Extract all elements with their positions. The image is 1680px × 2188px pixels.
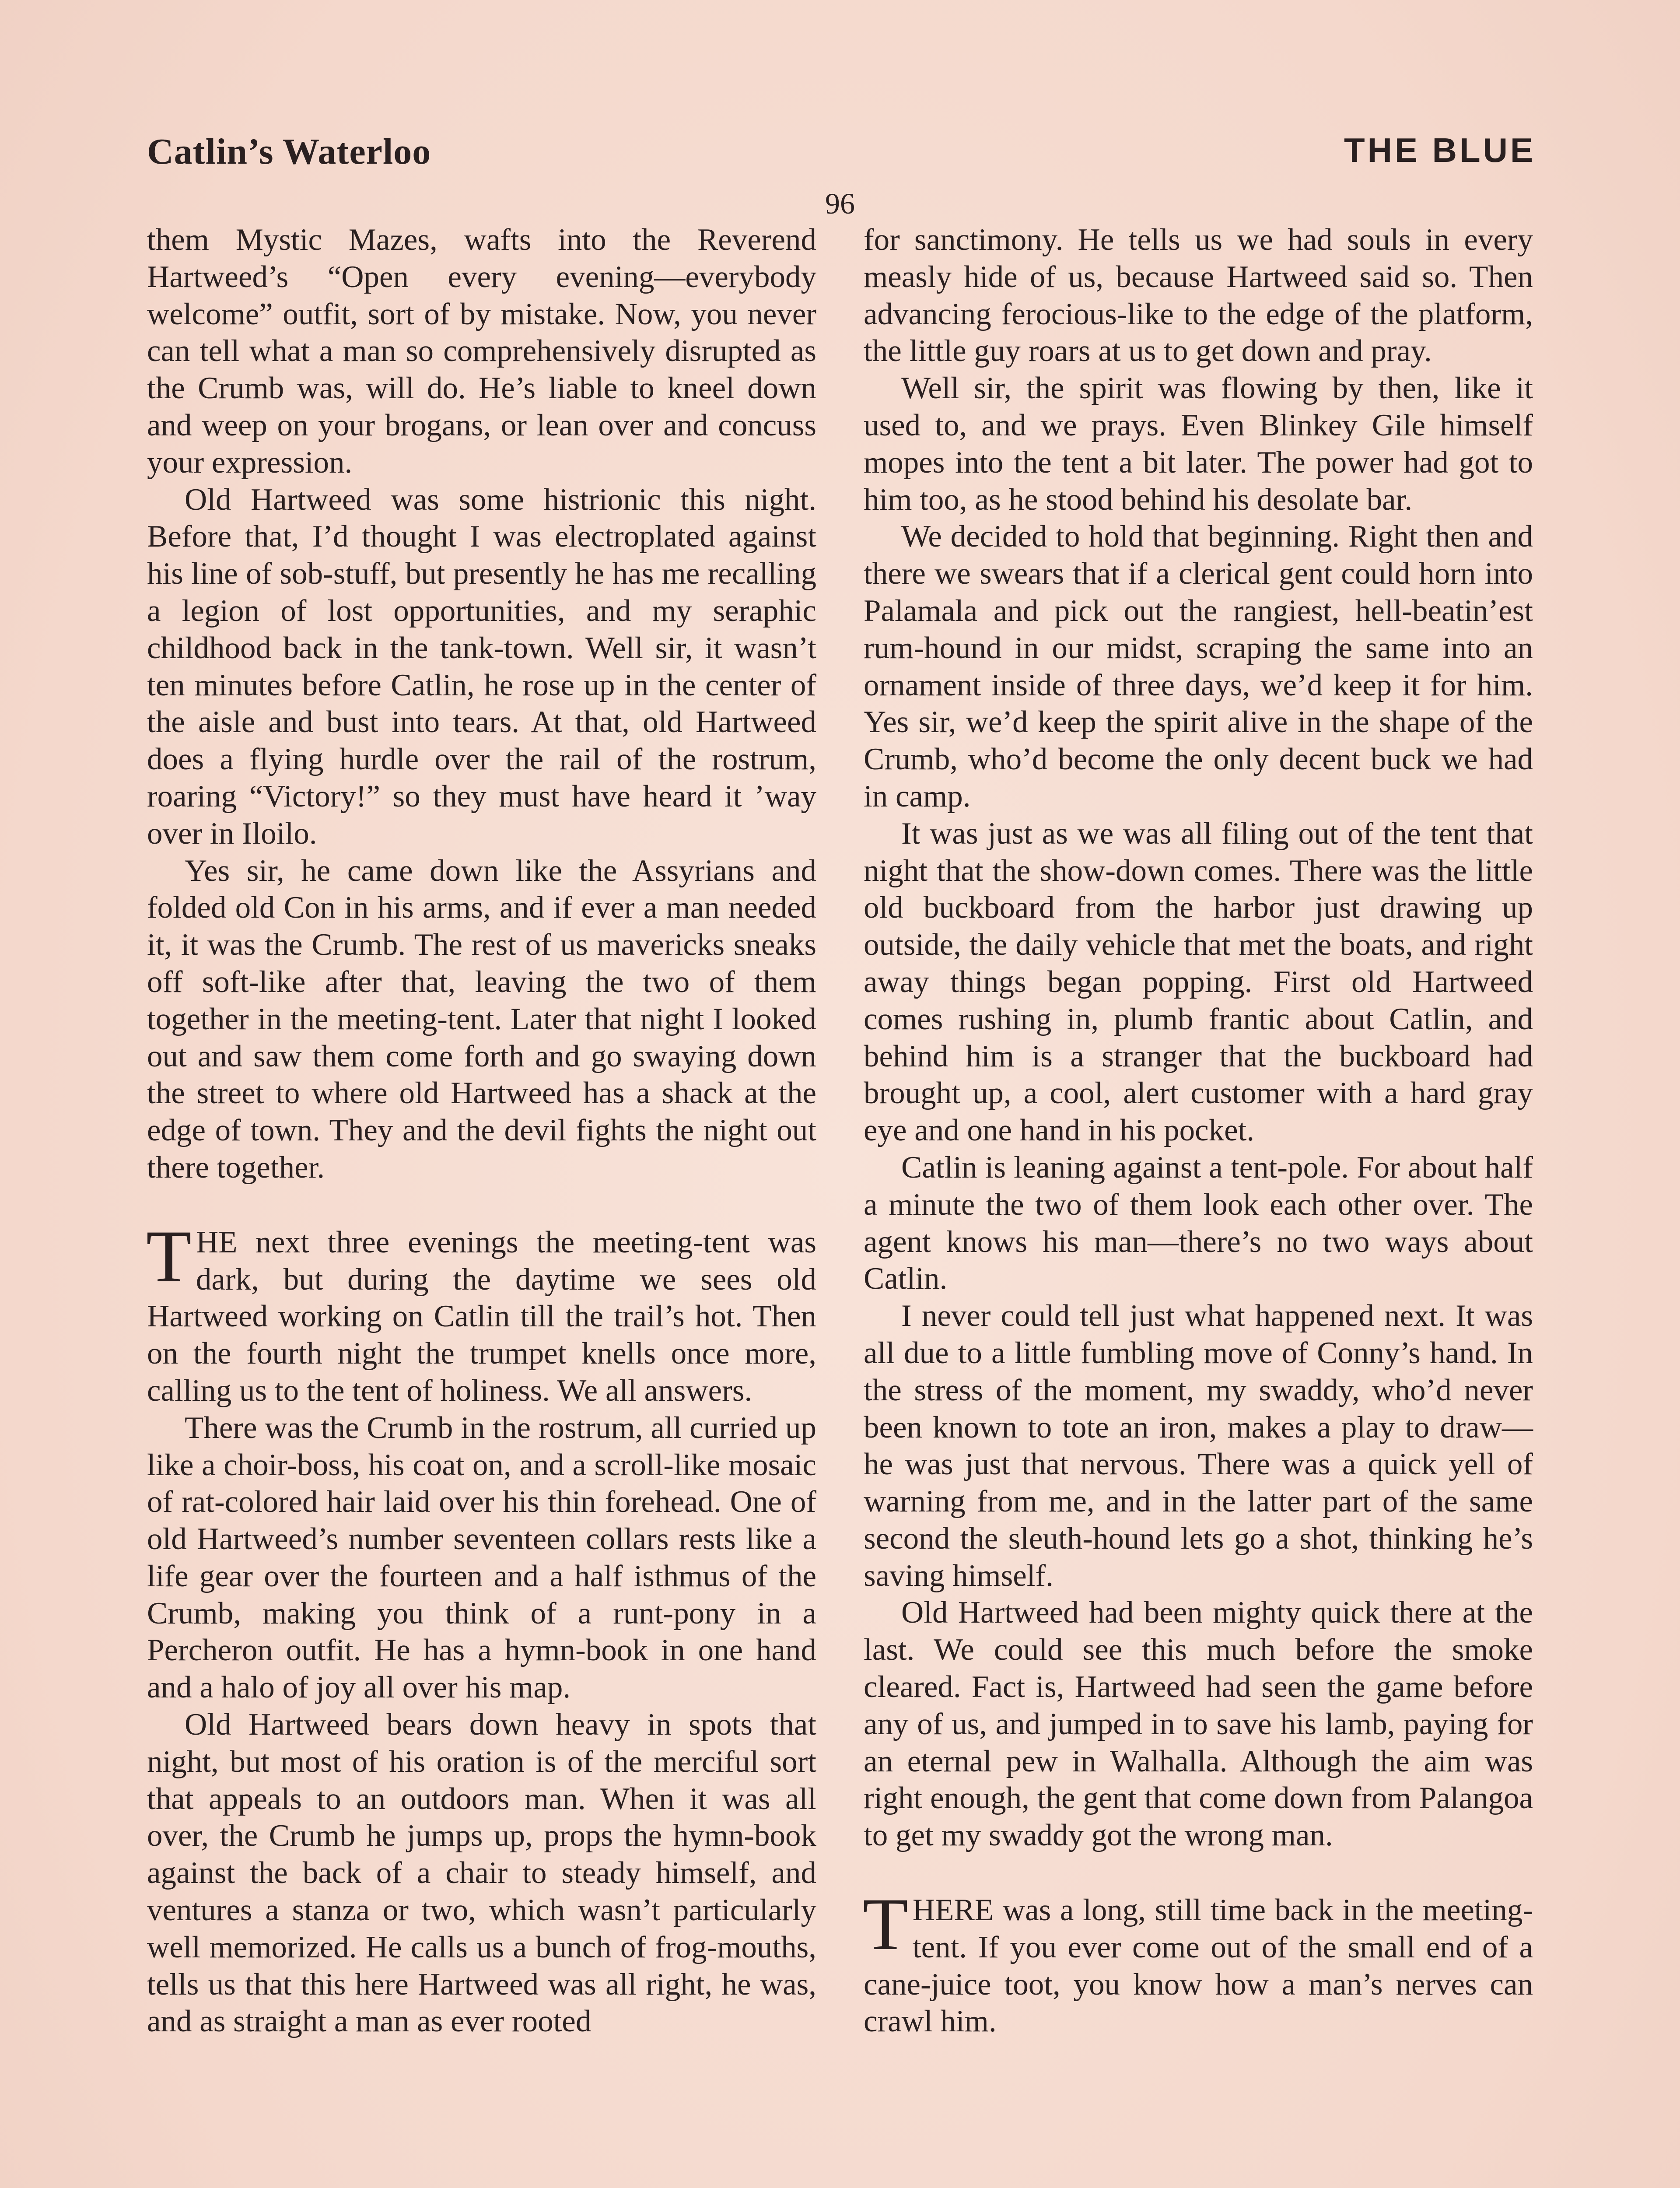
section-opening-paragraph bbox=[863, 1883, 1533, 2040]
paragraph: for sanctimony. He tells us we had souls in every measly hide of us, because Hartweed said so. Then advancing ferocious-like to the edge of the platform, the little guy roars at us to get down and pray. bbox=[864, 223, 1533, 368]
paragraph-text: HERE was a long, still time back in the meeting-tent. If you ever come out of the small end of a cane-juice toot, you know how a man’s nerves can crawl him. bbox=[864, 1893, 1533, 2039]
paragraph-text: HE next three evenings the meeting-tent was dark, but during the daytime we sees old Hartweed working on Catlin till the trail’s hot. Then on the fourth night the trumpet knells once more, calling us to the tent of holiness. We all answers. bbox=[147, 1225, 816, 1408]
paragraph: There was the Crumb in the rostrum, all curried up like a choir-boss, his coat on, and a scroll-like mosaic of rat-colored hair laid over his thin forehead. One of old Hartweed’s number seventeen collars rests like a life gear over the fourteen and a half isthmus of the Crumb, making you think of a runt-pony in a Percheron outfit. He has a hymn-book in one hand and a halo of joy all over his map. bbox=[147, 1410, 816, 1705]
left-text-column bbox=[147, 221, 816, 2040]
paragraph: Yes sir, he came down like the Assyrians and folded old Con in his arms, and if ever a man needed it, it was the Crumb. The rest of us mavericks sneaks off soft-like after that, leaving the two of them together in the meeting-tent. Later that night I looked out and saw them come forth and go swaying down the street to where old Hartweed has a shack at the edge of town. They and the devil fights the night out there together. bbox=[147, 853, 816, 1185]
section-opening-paragraph bbox=[146, 1215, 816, 1410]
page-number: 96 bbox=[825, 187, 855, 220]
drop-cap: T bbox=[863, 1883, 908, 1966]
paragraph: Well sir, the spirit was flowing by then, like it used to, and we prays. Even Blinkey Gile himself mopes into the tent a bit later. The power had got to him too, as he stood behind his desolate bar. bbox=[864, 371, 1533, 517]
right-text-column bbox=[864, 221, 1533, 2040]
paragraph: Old Hartweed bears down heavy in spots that night, but most of his oration is of the merciful sort that appeals to an outdoors man. When it was all over, the Crumb he jumps up, props the hymn-book against the back of a chair to steady himself, and ventures a stanza or two, which wasn’t particularly well memorized. He calls us a bunch of frog-mouths, tells us that this here Hartweed was all right, he was, and as straight a man as ever rooted bbox=[147, 1708, 816, 2039]
paragraph: I never could tell just what happened next. It was all due to a little fumbling move of Conny’s hand. In the stress of the moment, my swaddy, who’d never been known to tote an iron, makes a play to draw—he was just that nervous. There was a quick yell of warning from me, and in the latter part of the same second the sleuth-hound lets go a shot, thinking he’s saving himself. bbox=[864, 1299, 1533, 1593]
paragraph: them Mystic Mazes, wafts into the Reverend Hartweed’s “Open every evening—everybody welcome” outfit, sort of by mistake. Now, you never can tell what a man so comprehensively disrupted as the Crumb was, will do. He’s liable to kneel down and weep on your brogans, or lean over and concuss your expression. bbox=[147, 223, 816, 480]
paragraph: We decided to hold that beginning. Right then and there we swears that if a clerical gent could horn into Palamala and pick out the rangiest, hell-beatin’est rum-hound in our midst, scraping the same into an ornament inside of three days, we’d keep it for him. Yes sir, we’d keep the spirit alive in the shape of the Crumb, who’d become the only decent buck we had in camp. bbox=[864, 519, 1533, 813]
running-head-story-title: Catlin’s Waterloo bbox=[147, 131, 431, 172]
running-head-magazine-title: THE BLUE bbox=[1344, 131, 1536, 169]
paragraph: Catlin is leaning against a tent-pole. For about half a minute the two of them look each other over. The agent knows his man—there’s no two ways about Catlin. bbox=[864, 1150, 1533, 1296]
paragraph: It was just as we was all filing out of the tent that night that the show-down comes. There was the little old buckboard from the harbor just drawing up outside, the daily vehicle that met the boats, and right away things began popping. First old Hartweed comes rushing in, plumb frantic about Catlin, and behind him is a stranger that the buckboard had brought up, a cool, alert customer with a hard gray eye and one hand in his pocket. bbox=[864, 816, 1533, 1148]
paragraph: Old Hartweed was some histrionic this night. Before that, I’d thought I was electroplated against his line of sob-stuff, but presently he has me recalling a legion of lost opportunities, and my seraphic childhood back in the tank-town. Well sir, it wasn’t ten minutes before Catlin, he rose up in the center of the aisle and bust into tears. At that, old Hartweed does a flying hurdle over the rail of the rostrum, roaring “Victory!” so they must have heard it ’way over in Iloilo. bbox=[147, 482, 816, 851]
drop-cap: T bbox=[146, 1215, 192, 1297]
paragraph: Old Hartweed had been mighty quick there at the last. We could see this much before the smoke cleared. Fact is, Hartweed had seen the game before any of us, and jumped in to save his lamb, paying for an eternal pew in Walhalla. Although the aim was right enough, the gent that come down from Palangoa to get my swaddy got the wrong man. bbox=[864, 1595, 1533, 1853]
